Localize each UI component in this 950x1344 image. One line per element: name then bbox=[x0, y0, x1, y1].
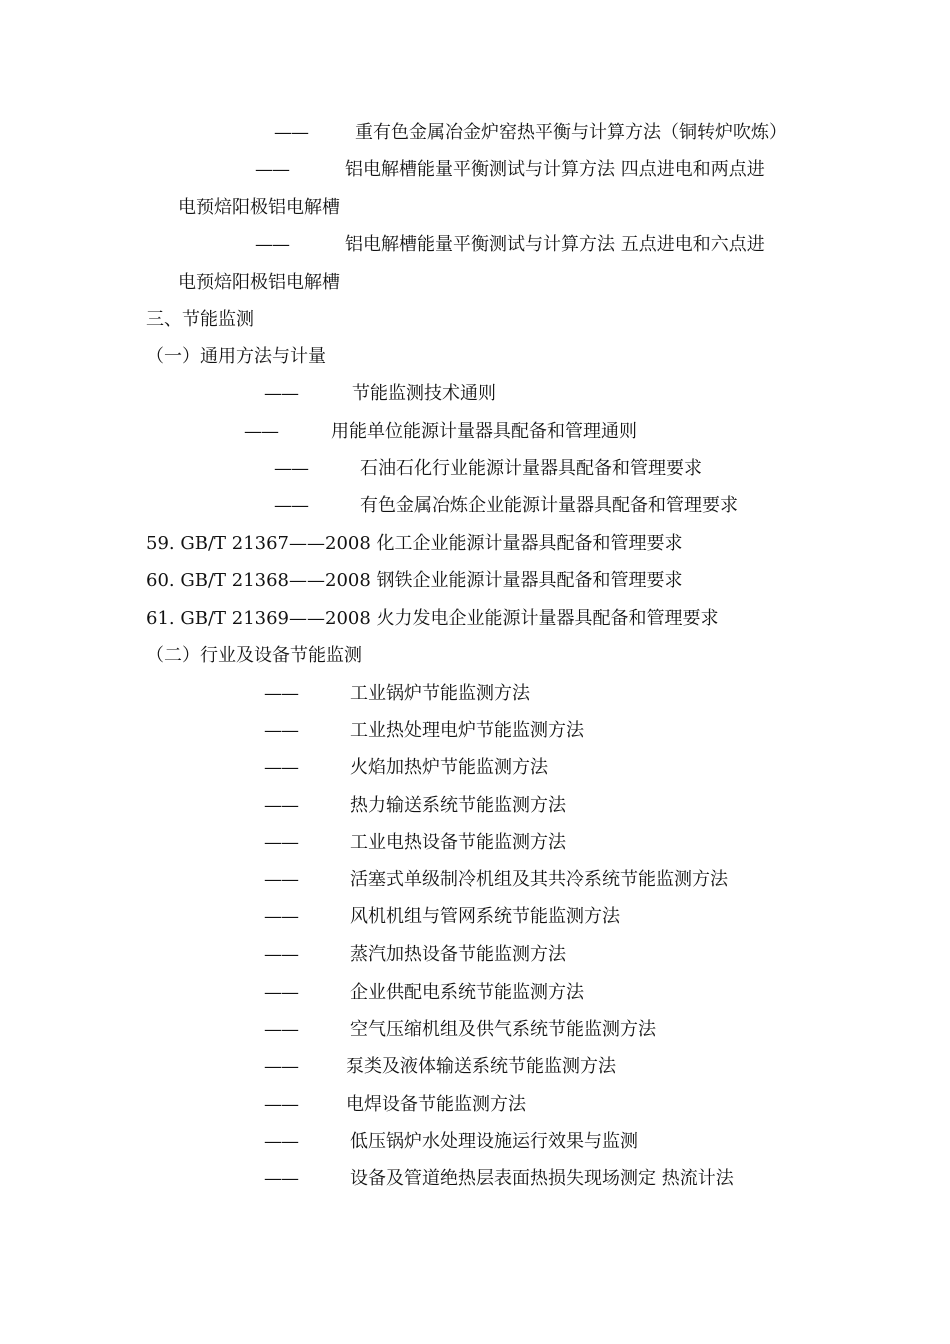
standard-title: 活塞式单级制冷机组及其共冷系统节能监测方法 bbox=[350, 869, 728, 890]
standard-title: 蒸汽加热设备节能监测方法 bbox=[350, 944, 566, 965]
standard-title-continuation: 电预焙阳极铝电解槽 bbox=[178, 197, 340, 218]
standard-title: 热力输送系统节能监测方法 bbox=[350, 795, 566, 816]
dash-marker: —— bbox=[255, 234, 289, 255]
dash-marker: —— bbox=[264, 720, 298, 741]
dash-marker: —— bbox=[274, 458, 308, 479]
dash-marker: —— bbox=[264, 1056, 298, 1077]
standard-title: 工业热处理电炉节能监测方法 bbox=[350, 720, 584, 741]
standard-title: 风机机组与管网系统节能监测方法 bbox=[350, 906, 620, 927]
standard-title: 节能监测技术通则 bbox=[352, 383, 496, 404]
dash-marker: —— bbox=[264, 1019, 298, 1040]
dash-marker: —— bbox=[264, 832, 298, 853]
standard-title: 重有色金属冶金炉窑热平衡与计算方法（铜转炉吹炼） bbox=[355, 122, 787, 143]
dash-marker: —— bbox=[244, 421, 278, 442]
standard-title: 空气压缩机组及供气系统节能监测方法 bbox=[350, 1019, 656, 1040]
standard-title: 工业电热设备节能监测方法 bbox=[350, 832, 566, 853]
standard-title: 泵类及液体输送系统节能监测方法 bbox=[346, 1056, 616, 1077]
standard-title: 工业锅炉节能监测方法 bbox=[350, 683, 530, 704]
standard-title: 铝电解槽能量平衡测试与计算方法 五点进电和六点进 bbox=[345, 234, 765, 255]
dash-marker: —— bbox=[264, 1094, 298, 1115]
dash-marker: —— bbox=[264, 383, 298, 404]
standard-title: 火焰加热炉节能监测方法 bbox=[350, 757, 548, 778]
dash-marker: —— bbox=[255, 159, 289, 180]
standard-title: 铝电解槽能量平衡测试与计算方法 四点进电和两点进 bbox=[345, 159, 765, 180]
dash-marker: —— bbox=[264, 683, 298, 704]
standard-title: 石油石化行业能源计量器具配备和管理要求 bbox=[360, 458, 702, 479]
standard-title: 企业供配电系统节能监测方法 bbox=[350, 982, 584, 1003]
dash-marker: —— bbox=[264, 982, 298, 1003]
dash-marker: —— bbox=[274, 495, 308, 516]
subsection-heading: （一）通用方法与计量 bbox=[146, 346, 326, 367]
section-heading: 三、节能监测 bbox=[146, 309, 254, 330]
dash-marker: —— bbox=[264, 1131, 298, 1152]
dash-marker: —— bbox=[264, 869, 298, 890]
dash-marker: —— bbox=[264, 944, 298, 965]
dash-marker: —— bbox=[264, 1168, 298, 1189]
standard-title: 低压锅炉水处理设施运行效果与监测 bbox=[350, 1131, 638, 1152]
dash-marker: —— bbox=[264, 757, 298, 778]
dash-marker: —— bbox=[264, 906, 298, 927]
standard-title-continuation: 电预焙阳极铝电解槽 bbox=[178, 272, 340, 293]
standard-title: 设备及管道绝热层表面热损失现场测定 热流计法 bbox=[350, 1168, 734, 1189]
numbered-standard: 59. GB/T 21367——2008 化工企业能源计量器具配备和管理要求 bbox=[146, 533, 683, 554]
standard-title: 有色金属冶炼企业能源计量器具配备和管理要求 bbox=[360, 495, 738, 516]
numbered-standard: 61. GB/T 21369——2008 火力发电企业能源计量器具配备和管理要求 bbox=[146, 608, 719, 629]
numbered-standard: 60. GB/T 21368——2008 钢铁企业能源计量器具配备和管理要求 bbox=[146, 570, 683, 591]
dash-marker: —— bbox=[274, 122, 308, 143]
dash-marker: —— bbox=[264, 795, 298, 816]
standard-title: 电焊设备节能监测方法 bbox=[346, 1094, 526, 1115]
subsection-heading: （二）行业及设备节能监测 bbox=[146, 645, 362, 666]
standard-title: 用能单位能源计量器具配备和管理通则 bbox=[331, 421, 637, 442]
